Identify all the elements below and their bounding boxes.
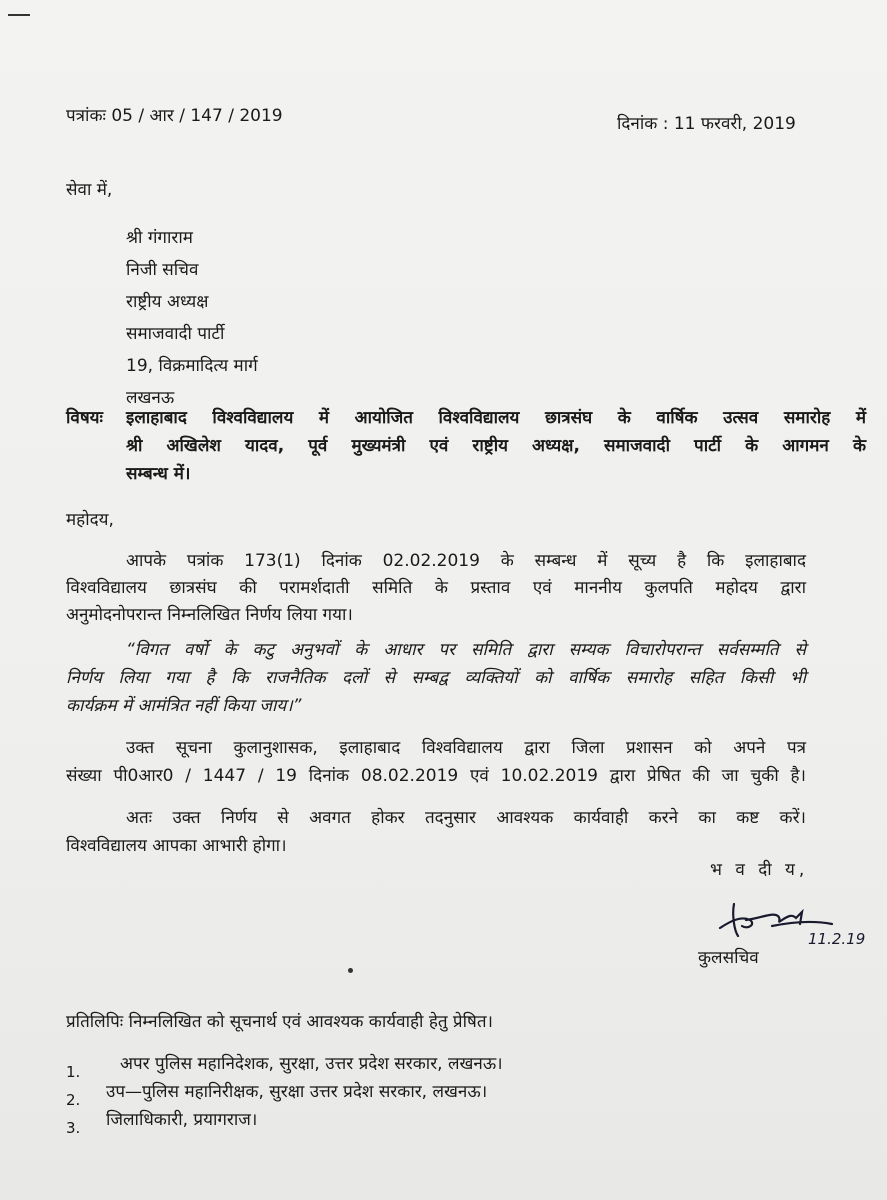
subject-line: श्री अखिलेश यादव, पूर्व मुख्यमंत्री एवं राष्ट्रीय अध्यक्ष, समाजवादी पार्टी के आगमन के	[126, 436, 866, 456]
letter-date: दिनांक : 11 फरवरी, 2019	[617, 114, 796, 134]
subject-line: इलाहाबाद विश्वविद्यालय में आयोजित विश्वविद्यालय छात्रसंघ के वार्षिक उत्सव समारोह में	[126, 408, 866, 428]
list-item-number: 2.	[66, 1091, 81, 1109]
list-item-number: 3.	[66, 1119, 81, 1137]
reference-number: पत्रांकः 05 / आर / 147 / 2019	[66, 106, 283, 126]
address-line: श्री गंगाराम	[126, 228, 193, 248]
quoted-decision	[66, 636, 806, 720]
list-item-number: 1.	[66, 1063, 81, 1081]
address-line: 19, विक्रमादित्य मार्ग	[126, 356, 258, 376]
stray-dot	[348, 968, 353, 973]
signature-date: 11.2.19	[808, 930, 866, 948]
signature-image	[712, 890, 872, 950]
paragraph-line: विश्वविद्यालय आपका आभारी होगा।	[66, 836, 287, 856]
paragraph-line: अतः उक्त निर्णय से अवगत होकर तदनुसार आवश्यक कार्यवाही करने का कष्ट करें।	[126, 808, 806, 828]
paragraph-line: आपके पत्रांक 173(1) दिनांक 02.02.2019 के सम्बन्ध में सूच्य है कि इलाहाबाद	[126, 551, 806, 571]
designation: कुलसचिव	[698, 948, 759, 968]
quote-line: निर्णय लिया गया है कि राजनैतिक दलों से सम्बद्व व्यक्तियों को वार्षिक समारोह सहित किसी भी	[66, 668, 806, 688]
recipient-address	[126, 222, 258, 414]
address-line: समाजवादी पार्टी	[126, 324, 225, 344]
closing-yours-faithfully: भ व दी य,	[710, 860, 809, 880]
quote-line: “विगत वर्षो के कटु अनुभवों के आधार पर समिति द्वारा सम्यक विचारोपरान्त सर्वसम्मति से	[126, 640, 806, 660]
subject-text	[126, 404, 866, 488]
paragraph-line: अनुमोदनोपरान्त निम्नलिखित निर्णय लिया गया।	[66, 605, 353, 625]
corner-mark	[8, 14, 30, 16]
subject-label: विषयः	[66, 408, 103, 428]
body-paragraph-3	[66, 804, 806, 860]
salutation-to: सेवा में,	[66, 180, 113, 200]
list-item-text: उप—पुलिस महानिरीक्षक, सुरक्षा उत्तर प्रदेश सरकार, लखनऊ।	[106, 1082, 488, 1102]
paragraph-line: उक्त सूचना कुलानुशासक, इलाहाबाद विश्वविद्यालय द्वारा जिला प्रशासन को अपने पत्र	[126, 738, 806, 758]
address-line: निजी सचिव	[126, 260, 199, 280]
subject-line: सम्बन्ध में।	[126, 464, 191, 484]
body-paragraph-1	[66, 548, 806, 629]
paragraph-line: संख्या पी0आर0 / 1447 / 19 दिनांक 08.02.2019 एवं 10.02.2019 द्वारा प्रेषित की जा चुकी है।	[66, 766, 806, 786]
address-line: राष्ट्रीय अध्यक्ष	[126, 292, 209, 312]
list-item-text: अपर पुलिस महानिदेशक, सुरक्षा, उत्तर प्रदेश सरकार, लखनऊ।	[120, 1054, 503, 1074]
address-line: लखनऊ	[126, 388, 175, 408]
body-paragraph-2	[66, 734, 806, 790]
quote-line: कार्यक्रम में आमंत्रित नहीं किया जाय।”	[66, 696, 302, 716]
copy-to-heading: प्रतिलिपिः निम्नलिखित को सूचनार्थ एवं आवश्यक कार्यवाही हेतु प्रेषित।	[66, 1012, 493, 1032]
greeting: महोदय,	[66, 510, 114, 530]
paragraph-line: विश्वविद्यालय छात्रसंघ की परामर्शदाती समिति के प्रस्ताव एवं माननीय कुलपति महोदय द्वारा	[66, 578, 806, 598]
list-item-text: जिलाधिकारी, प्रयागराज।	[106, 1110, 258, 1130]
